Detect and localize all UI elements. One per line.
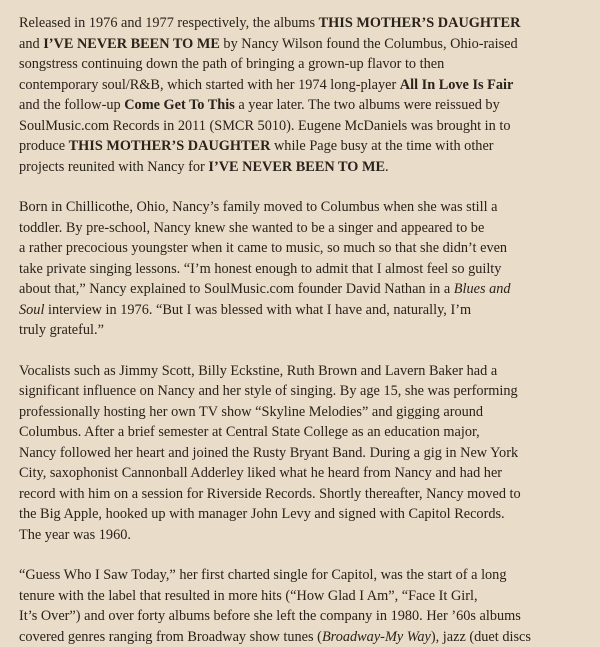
text-line <box>19 443 590 464</box>
text-run: Released in 1976 and 1977 respectively, the albums <box>19 15 319 31</box>
text-line <box>19 54 590 75</box>
paragraph <box>19 565 590 647</box>
text-line <box>19 463 590 484</box>
text-line <box>19 586 590 607</box>
text-run: “Guess Who I Saw Today,” her first charted single for Capitol, was the start of a long <box>19 567 506 583</box>
text-run: professionally hosting her own TV show “Skyline Melodies” and gigging around <box>19 404 483 420</box>
text-run: the Big Apple, hooked up with manager John Levy and signed with Capitol Records. <box>19 506 505 522</box>
text-run: produce <box>19 138 69 154</box>
text-line <box>19 402 590 423</box>
text-line <box>19 422 590 443</box>
text-run: take private singing lessons. “I’m honest enough to admit that I almost feel so guilty <box>19 261 501 277</box>
text-run: significant influence on Nancy and her style of singing. By age 15, she was performing <box>19 383 518 399</box>
text-run: while Page busy at the time with other <box>270 138 493 154</box>
text-run: record with him on a session for Riverside Records. Shortly thereafter, Nancy moved to <box>19 486 521 502</box>
bold-title: I’VE NEVER BEEN TO ME <box>208 159 385 175</box>
text-run: by Nancy Wilson found the Columbus, Ohio-raised <box>220 36 518 52</box>
text-run: ), jazz (duet discs <box>431 629 531 645</box>
text-run: songstress continuing down the path of bringing a grown-up flavor to then <box>19 56 444 72</box>
text-line <box>19 504 590 525</box>
text-run: toddler. By pre-school, Nancy knew she wanted to be a singer and appeared to be <box>19 220 484 236</box>
text-line <box>19 361 590 382</box>
italic-title: Broadway-My Way <box>322 629 431 645</box>
text-run: tenure with the label that resulted in more hits (“How Glad I Am”, “Face It Girl, <box>19 588 478 604</box>
text-run: City, saxophonist Cannonball Adderley liked what he heard from Nancy and had her <box>19 465 502 481</box>
text-run: interview in 1976. “But I was blessed with what I have and, naturally, I’m <box>44 302 471 318</box>
text-line <box>19 34 590 55</box>
bold-title: THIS MOTHER’S DAUGHTER <box>69 138 271 154</box>
bold-title: THIS MOTHER’S DAUGHTER <box>319 15 521 31</box>
bold-title: All In Love Is Fair <box>400 77 514 93</box>
text-line <box>19 279 590 300</box>
text-line <box>19 197 590 218</box>
bold-title: I’VE NEVER BEEN TO ME <box>43 36 220 52</box>
italic-title: Soul <box>19 302 44 318</box>
text-run: It’s Over”) and over forty albums before she left the company in 1980. Her ’60s albums <box>19 608 521 624</box>
text-line <box>19 95 590 116</box>
text-run: Columbus. After a brief semester at Central State College as an education major, <box>19 424 480 440</box>
bold-title: Come Get To This <box>124 97 235 113</box>
text-line <box>19 136 590 157</box>
text-run: and <box>19 36 43 52</box>
text-line <box>19 525 590 546</box>
paragraph <box>19 197 590 341</box>
text-run: and the follow-up <box>19 97 124 113</box>
text-line <box>19 218 590 239</box>
text-line <box>19 13 590 34</box>
text-run: Vocalists such as Jimmy Scott, Billy Eckstine, Ruth Brown and Lavern Baker had a <box>19 363 497 379</box>
text-run: Born in Chillicothe, Ohio, Nancy’s family moved to Columbus when she was still a <box>19 199 498 215</box>
text-run: The year was 1960. <box>19 527 131 543</box>
text-run: a rather precocious youngster when it came to music, so much so that she didn’t even <box>19 240 507 256</box>
text-line <box>19 238 590 259</box>
text-line <box>19 300 590 321</box>
text-run: about that,” Nancy explained to SoulMusic.com founder David Nathan in a <box>19 281 454 297</box>
text-line <box>19 320 590 341</box>
text-run: truly grateful.” <box>19 322 104 338</box>
text-run: . <box>385 159 389 175</box>
text-run: contemporary soul/R&B, which started with her 1974 long-player <box>19 77 400 93</box>
text-line <box>19 381 590 402</box>
text-line <box>19 565 590 586</box>
text-run: a year later. The two albums were reissued by <box>235 97 500 113</box>
text-run: SoulMusic.com Records in 2011 (SMCR 5010). Eugene McDaniels was brought in to <box>19 118 510 134</box>
paragraph <box>19 13 590 177</box>
text-line <box>19 259 590 280</box>
italic-title: Blues and <box>454 281 511 297</box>
article-body <box>19 13 590 647</box>
text-line <box>19 627 590 647</box>
paragraph <box>19 361 590 546</box>
text-line <box>19 484 590 505</box>
text-run: covered genres ranging from Broadway show tunes ( <box>19 629 322 645</box>
text-run: Nancy followed her heart and joined the Rusty Bryant Band. During a gig in New York <box>19 445 518 461</box>
text-line <box>19 75 590 96</box>
text-line <box>19 116 590 137</box>
text-run: projects reunited with Nancy for <box>19 159 208 175</box>
text-line <box>19 157 590 178</box>
text-line <box>19 606 590 627</box>
